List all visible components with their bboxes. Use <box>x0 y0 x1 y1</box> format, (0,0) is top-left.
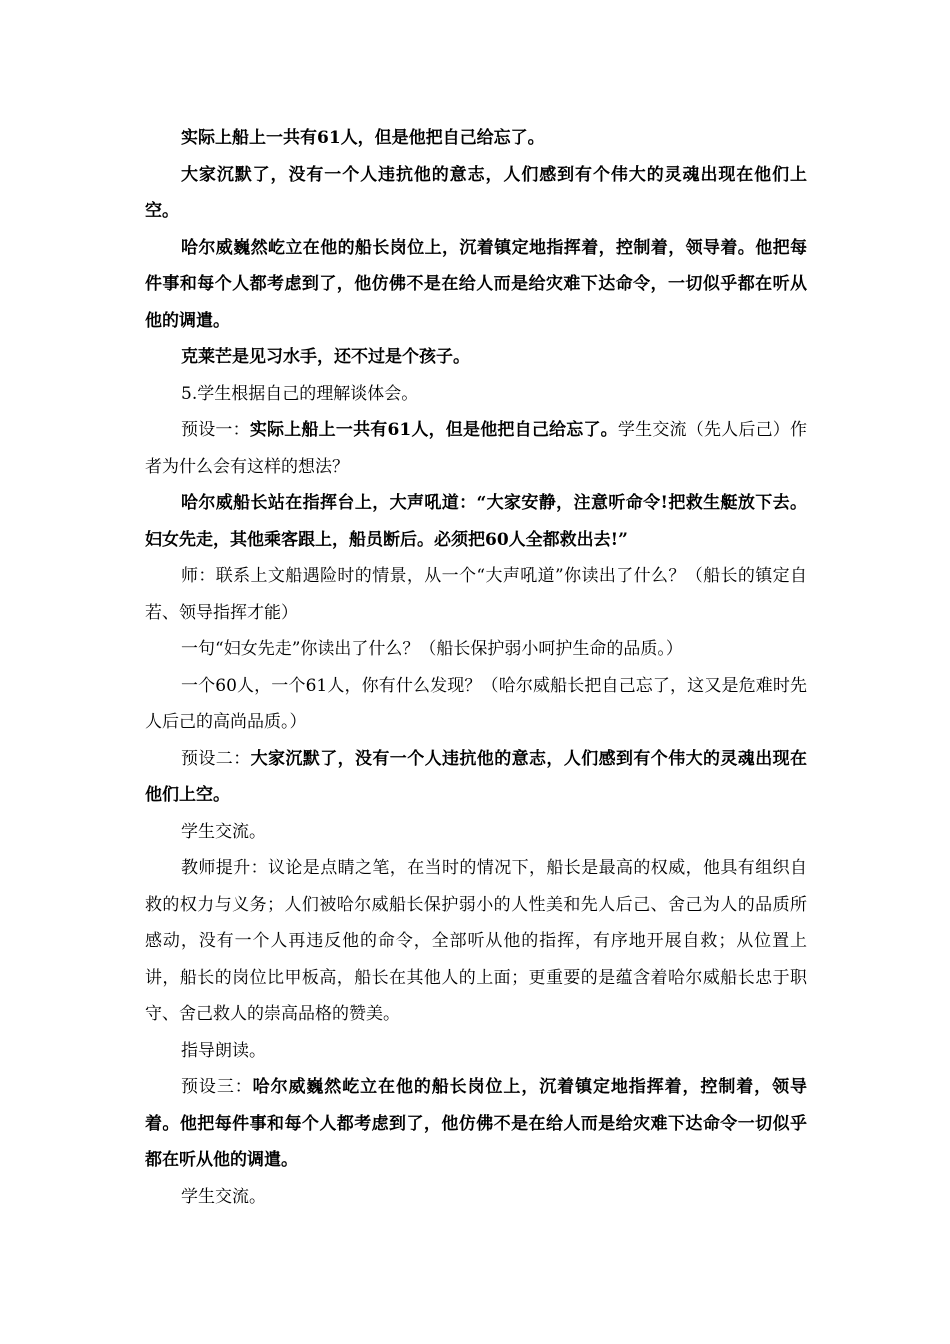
body-text: 一句“妇女先走”你读出了什么？（船长保护弱小呵护生命的品质。） <box>181 639 683 659</box>
quote-text: 大家沉默了，没有一个人违抗他的意志，人们感到有个伟大的灵魂出现在他们上空。 <box>145 748 808 805</box>
paragraph-5 <box>145 376 807 413</box>
preset-label: 预设三： <box>181 1077 253 1097</box>
paragraph-16 <box>145 1179 807 1216</box>
quote-text: 实际上船上一共有61人，但是他把自己给忘了。 <box>181 128 545 148</box>
paragraph-8 <box>145 558 807 631</box>
paragraph-6 <box>145 412 807 485</box>
paragraph-1 <box>145 120 807 157</box>
preset-label: 预设二： <box>181 748 251 769</box>
quote-text: 哈尔威巍然屹立在他的船长岗位上，沉着镇定地指挥着，控制着，领导着。他把每件事和每个人都考虑到了，他仿佛不是在给人而是给灾难下达命令一切似乎都在听从他的调遣。 <box>145 1077 808 1170</box>
paragraph-14 <box>145 1033 807 1070</box>
preset-label: 预设一： <box>181 420 250 440</box>
body-text: 教师提升：议论是点睛之笔，在当时的情况下，船长是最高的权威，他具有组织自救的权力与义务；人们被哈尔威船长保护弱小的人性美和先人后己、舍己为人的品质所感动，没有一个人再违反他的命令，全部听从他的指挥，有序地开展自救；从位置上讲，船长的岗位比甲板高，船长在其他人的上面；更重要的是蕴含着哈尔威船长忠于职守、舍己救人的崇高品格的赞美。 <box>145 858 807 1024</box>
body-text: 指导朗读。 <box>181 1040 266 1061</box>
paragraph-7 <box>145 485 807 558</box>
body-text: 学生交流。 <box>181 821 266 842</box>
body-text: 5.学生根据自己的理解谈体会。 <box>181 383 419 404</box>
paragraph-3 <box>145 230 807 340</box>
body-text: 学生交流（先人后己）作者为什么会有这样的想法？ <box>145 420 807 477</box>
quote-text: 哈尔威巍然屹立在他的船长岗位上，沉着镇定地指挥着，控制着，领导着。他把每件事和每个人都考虑到了，他仿佛不是在给人而是给灾难下达命令，一切似乎都在听从他的调遣。 <box>145 237 807 331</box>
body-text: 一个60人，一个61人，你有什么发现？（哈尔威船长把自己忘了，这又是危难时先人后己的高尚品质。） <box>145 675 807 732</box>
quote-text: 克莱芒是见习水手，还不过是个孩子。 <box>181 347 470 367</box>
quote-text: 实际上船上一共有61人，但是他把自己给忘了。 <box>249 420 618 440</box>
paragraph-10 <box>145 668 807 741</box>
paragraph-2 <box>145 157 807 230</box>
body-text: 师：联系上文船遇险时的情景，从一个“大声吼道”你读出了什么？（船长的镇定自若、领导指挥才能） <box>145 566 807 623</box>
paragraph-15 <box>145 1069 807 1179</box>
paragraph-9 <box>145 631 807 668</box>
paragraph-11 <box>145 741 807 814</box>
quote-text: 大家沉默了，没有一个人违抗他的意志，人们感到有个伟大的灵魂出现在他们上空。 <box>145 164 807 221</box>
paragraph-12 <box>145 814 807 851</box>
quote-text: 哈尔威船长站在指挥台上，大声吼道：“大家安静，注意听命令!把救生艇放下去。妇女先走，其他乘客跟上，船员断后。必须把60人全都救出去!” <box>145 493 807 550</box>
paragraph-4 <box>145 339 807 376</box>
document-body <box>145 120 807 1215</box>
body-text: 学生交流。 <box>181 1186 266 1207</box>
paragraph-13 <box>145 850 807 1033</box>
